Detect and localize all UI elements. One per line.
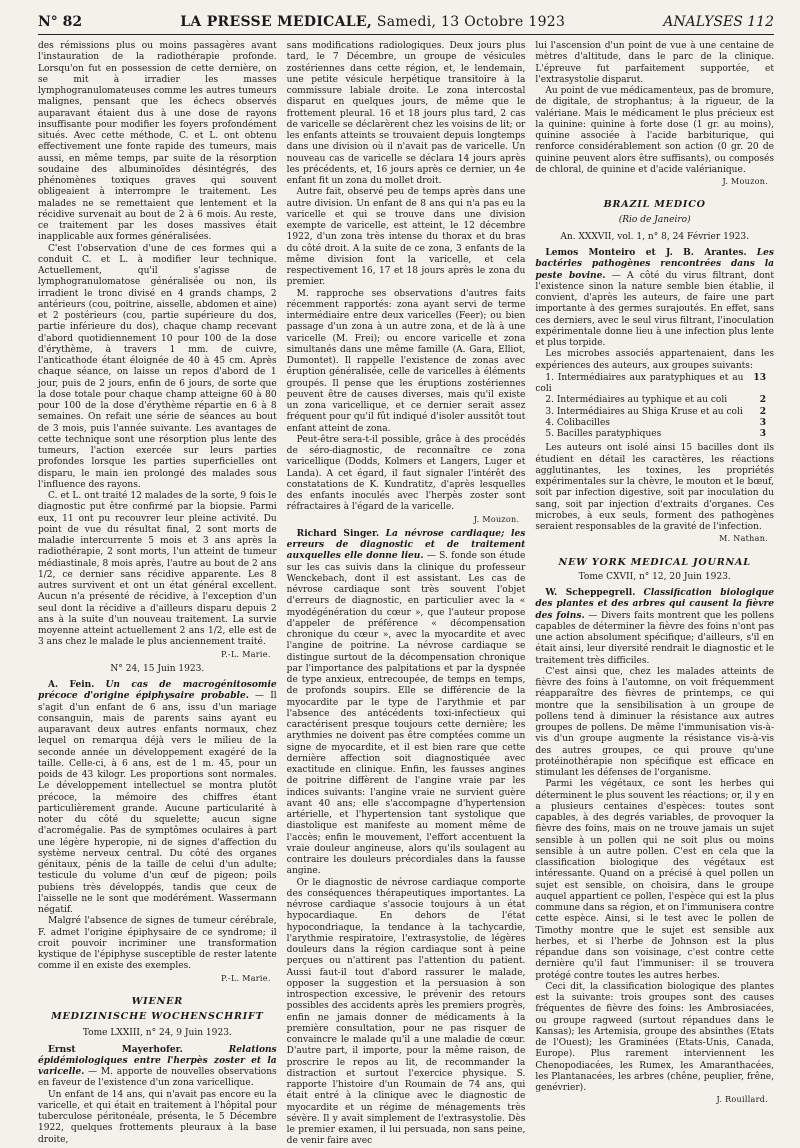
paragraph: Peut-être sera-t-il possible, grâce à des procédés de séro-diagnostic, de reconnaître ce zona varicellique (Dodds, Kolmers et Langers, Luger et Landa). A cet égard, il faut signaler l'intérêt des constatations de K. Kundratitz, d'après lesquelles des enfants inoculés avec l'herpès zoster sont réfractaires à l'égard de la varicelle. [286, 434, 526, 513]
journal-heading: BRAZIL MEDICO [603, 199, 706, 211]
page-number: 112 [747, 14, 774, 30]
journal-heading: WIENER [131, 995, 184, 1007]
list-item [535, 407, 774, 418]
journal-place: (Rio de Janeiro) [618, 214, 691, 225]
paragraph: C. et L. ont traité 12 malades de la sorte, 9 fois le diagnostic put être confirmé par la biopsie. Parmi eux, 11 ont pu recouvrer leur pleine activité. Du point de vue du résultat final, 2 sont morts de maladie intercurrente 5 mois et 3 ans après la radiothérapie, 2 sont morts, l'un atteint de tumeur médiastinale, 8 mois après, l'autre au bout de 2 ans 1/2, ce dernier sans récidive apparente. Les 8 autres survivent et ont un état général excellent. Aucun n'a présenté de récidive, à l'exception d'un seul dont la récidive a d'ailleurs disparu depuis 2 ans à la suite d'un nouveau traitement. La survie moyenne atteint actuellement 2 ans 1/2, elle est de 3 ans chez le malade le plus anciennement traité. [38, 491, 277, 648]
author: Lemos Monteiro et J. B. Arantes. [545, 248, 747, 258]
paragraph: C'est ainsi que, chez les malades atteints de fièvre des foins à l'automne, on voit fréquemment réapparaître des fièvres de printemps, ce qui montre que la sensibilisation à un groupe de pollens tend à diminuer la résistance aux autres groupes de pollens. De même l'immunisation vis-à-vis d'un groupe augmente la résistance vis-à-vis des autres groupes, ce qui prouve qu'une protéinothérapie non spécifique est efficace en stimulant les défenses de l'organisme. [535, 666, 775, 778]
author: Richard Singer. [296, 528, 380, 539]
author: A. Fein. [48, 680, 95, 690]
issue-reference: An. XXXVII, vol. 1, n° 8, 24 Février 1923. [560, 231, 749, 242]
journal-heading: MEDIZINISCHE WOCHENSCHRIFT [51, 1011, 264, 1022]
column-3 [535, 41, 775, 1105]
journal-heading: NEW YORK MEDICAL JOURNAL [558, 556, 751, 568]
paragraph: Autre fait, observé peu de temps après dans une autre division. Un enfant de 8 ans qui n'a pas eu la varicelle et qui se trouve dans une division exempte de varicelle, est atteint, le 12 décembre 1922, d'un zona très intense du thorax et du bras du côté droit. A la suite de ce zona, 3 enfants de la même division font la varicelle, et cela respectivement 16, 17 et 18 jours après le zona du premier. [286, 187, 526, 288]
issue-reference: Tome CXVII, n° 12, 20 Juin 1923. [578, 571, 731, 582]
list-item-label: 4. Colibacilles [545, 417, 610, 428]
list-item-count: 2 [759, 395, 767, 406]
signature: P.-L. Marie. [221, 649, 271, 659]
paragraph: Les auteurs ont isolé ainsi 15 bacilles dont ils étudient en détail les caractères, les réactions agglutinantes, les toxines, les propriétés expérimentales sur la chèvre, le mouton et le bœuf, soit par infection digestive, soit par inoculation du sang, soit par injection d'extraits d'organes. Ces microbes, à eux seuls, forment des pathogènes seraient responsables de la gravité de l'infection. [535, 443, 775, 532]
masthead [180, 14, 565, 30]
article-title: Un cas de macrogénitosomie précoce d'origine épiphysaire probable. [38, 680, 277, 702]
paragraph: M. rapproche ses observations d'autres faits récemment rapportés: zona ayant servi de terme intermédiaire entre deux varicelles (Feer); ou bien passage d'un zona à un autre zona, et de là à une varicelle (M. Frei); ou encore varicelle et zona simultanés dans une même famille (A. Gara, Elliot, Dumontet). Il rappelle l'existence de zonas avec éruption généralisée, celle de varicelles à éléments groupés. Il pense que les éruptions zostériennes peuvent être de causes diverses, mais qu'il existe un zona varicellique, et ce dernier serait assez fréquent pour qu'il fût indiqué d'isoler aussitôt tout enfant atteint de zona. [286, 288, 526, 434]
article-scheppegrell [535, 588, 774, 667]
list-item-label: 5. Bacilles paratyphiques [545, 429, 662, 439]
article-text: — Il s'agit d'un enfant de 6 ans, issu d'un mariage consanguin, mais de parents sains ayant eu auparavant deux autres enfants normaux, chez lequel on remarqua déjà vers le milieu de la seconde année un développement exagéré de la taille. Celle-ci, à 6 ans, est de 1 m. 45, pour un poids de 43 kilogr. Les proportions sont normales. Le développement intellectuel se montra plutôt précoce, la mémoire des chiffres étant particulièrement grande. Aucune particularité à noter du côté du squelette; aucun signe d'acromégalie. Pas de symptômes oculaires à part une légère hyperopie, ni de signes d'affection du système nerveux central. Du côté des organes génitaux, pénis de la taille de celui d'un adulte; testicule du volume d'un œuf de pigeon; poils pubiens très développés, tandis que ceux de l'aisselle ne le sont que modérément. Wassermann négatif. [38, 691, 277, 915]
issue-reference: N° 24, 15 Juin 1923. [110, 663, 205, 674]
list-item-count: 2 [759, 406, 767, 417]
paragraph: Un enfant de 14 ans, qui n'avait pas encore eu la varicelle, et qui était en traitement à l'hôpital pour tuberculose péritonéale, présenta, le 5 Décembre 1922, quelques frottements pleuraux à la base droite, [38, 1089, 277, 1145]
column-2 [286, 41, 526, 1147]
article-text: — A côté du virus filtrant, dont l'existence sinon la nature semble bien établie, il convient, d'après les auteurs, de faire une part importante à des germes surajoutés. En effet, sans ces derniers, avec le seul virus filtrant, l'inoculation expérimentale donne lieu à une infection plus lente et plus torpide. [535, 270, 775, 348]
article-monteiro [535, 248, 774, 349]
section-label [663, 14, 774, 30]
article-text: — M. apporte de nouvelles observations en faveur de l'existence d'un zona varicellique. [38, 1067, 277, 1089]
article-title: Les bactéries pathogènes rencontrées dans la peste bovine. [535, 248, 775, 281]
list-item [535, 373, 774, 396]
column-1 [38, 41, 277, 1145]
paragraph: Les microbes associés appartenaient, dans les expériences des auteurs, aux groupes suivants: [535, 349, 775, 371]
paragraph: des rémissions plus ou moins passagères avant l'instauration de la radiothérapie profonde. Lorsqu'on fut en possession de cette dernière, on se mit à irradier les masses lymphogranulomateuses comme les autres tumeurs malignes, pensant que les échecs observés auparavant étaient dus à une dose de rayons insuffisante pour modifier les foyers profondément situés. Avec cette méthode, C. et L. ont obtenu effectivement une fonte rapide des tumeurs, mais aussi, en même temps, par suite de la résorption soudaine des albuminoïdes désintégrés, des phénomènes toxiques graves qui souvent obligeaient à interrompre le traitement. Les malades ne se remettaient que lentement et la récidive survenait au bout de 2 à 6 mois. Au reste, ce traitement par les doses massives était inapplicable aux formes généralisées. [38, 41, 277, 243]
article-fein [38, 680, 277, 916]
article-title: La névrose cardiaque; les erreurs de diagnostic et de traitement auxquelles elle donne lieu. [286, 528, 526, 562]
paragraph: Parmi les végétaux, ce sont les herbes qui déterminent le plus souvent les réactions; or, il y en a plusieurs centaines d'espèces: toutes sont capables, à des degrés variables, de provoquer la fièvre des foins, mais on ne trouve jamais un sujet sensible à un pollen qui ne soit plus ou moins sensible à un autre pollen. C'est en cela que la classification biologique des végétaux est intéressante. Quand on a précisé à quel pollen un sujet est sensible, on choisira, dans le groupe auquel appartient ce pollen, l'espèce qui est la plus commune dans sa région, et on l'immunisera contre cette espèce. Ainsi, si le test avec le pollen de Timothy montre que le sujet est sensible aux herbes, et si l'herbe de Johnson est la plus répandue dans son voisinage, c'est contre cette dernière qu'il faut l'immuniser: il se trouvera protégé contre toutes les autres herbes. [535, 779, 775, 981]
paragraph: Au point de vue médicamenteux, pas de bromure, de digitale, de strophantus; à la rigueur, de la valériane. Mais le médicament le plus précieux est la quinine: quinine à forte dose (1 gr. au moins), quinine associée à l'acide barbiturique, qui renforce considérablement son action (0 gr. 20 de quinine peuvent alors être suffisants), ou composés de chloral, de quinine et d'acide valérianique. [535, 86, 775, 175]
article-text: — S. fonde son étude sur les cas suivis dans la clinique du professeur Wenckebach, dont il est assistant. Les cas de névrose cardiaque sont très souvent l'objet d'erreurs de diagnostic, en particulier avec la « myodégénération du cœur », que l'auteur propose d'appeler de préférence « décompensation chronique du cœur », avec la myocardite et avec l'angine de poitrine. La névrose cardiaque se distingue surtout de la décompensation chronique par l'importance des palpitations et par la dyspnée de type anxieux, entrecoupée, de temps en temps, de profonds soupirs. Elle se différencie de la myocardite par le type de l'arythmie et par l'absence des antécédents toxi-infectieux qui caractérisent presque toujours cette dernière; les arythmies ne doivent pas être comptées comme un signe de myocardite, et il est bien rare que cette dernière affection soit diagnostiquée avec exactitude en clinique. Enfin, les fausses angines de poitrine diffèrent de l'angine vraie par les indices suivants: l'angine vraie ne survient guère avant 40 ans; elle s'accompagne d'hypertension artérielle, et l'hypertension tant systolique que diastolique est manifeste au moment même de l'accès; enfin le mouvement, l'effort accentuent la vraie douleur angineuse, alors qu'ils soulagent au contraire les douleurs précordiales dans la fausse angine. [286, 551, 526, 877]
list-item-label: 3. Intermédiaires au Shiga Kruse et au coli [545, 406, 743, 417]
article-title: Relations épidémiologiques entre l'herpès zoster et la varicelle. [38, 1044, 277, 1077]
list-item-count: 3 [759, 429, 767, 439]
signature: J. Mouzon. [722, 177, 769, 186]
article-singer [287, 529, 526, 878]
article-mayerhofer [38, 1045, 277, 1090]
paragraph: Malgré l'absence de signes de tumeur cérébrale, F. admet l'origine épiphysaire de ce syndrome; il croit pouvoir incriminer une transformation kystique de l'épiphyse susceptible de rester latente comme il en existe des exemples. [38, 916, 277, 972]
list-item-count: 13 [753, 372, 767, 383]
signature: M. Nathan. [719, 534, 769, 544]
list-item-count: 3 [759, 417, 767, 428]
signature: J. Mouzon. [473, 514, 520, 524]
columns [38, 41, 775, 1147]
paragraph: Ceci dit, la classification biologique des plantes est la suivante: trois groupes sont des causes fréquentes de fièvre des foins: les Ambrosiacées, ou groupe ragweed (surtout répandues dans le Kansas); les Artemisia, groupe des absinthes (Etats de l'Ouest); les Graminées (Etats-Unis, Canada, Europe). Plus rarement interviennent les Chenopodiacées, les Rumex, les Amaranthacées, les Plantanacées, les arbres (chêne, peuplier, frêne, genévrier). [535, 981, 775, 1093]
page-header [38, 14, 774, 35]
microbe-list [535, 373, 774, 441]
issue-date: Samedi, 13 Octobre 1923 [372, 14, 566, 30]
author: W. Scheppegrell. [545, 588, 636, 598]
issue-number: N° 82 [38, 14, 83, 30]
journal-name: LA PRESSE MEDICALE, [180, 14, 373, 30]
paragraph: Or le diagnostic de névrose cardiaque comporte des conséquences thérapeutiques importantes. La névrose cardiaque s'associe toujours à un état hypocardiaque. En dehors de l'état hypocondriaque, la tendance à la tachycardie, l'arythmie respiratoire, l'extrasystolie, de légères douleurs dans la région cardiaque sont à peine perçues ou n'attirent pas l'attention du patient. Aussi faut-il tout d'abord rassurer le malade, opposer la suggestion et la persuasion à son introspection excessive, le prévenir des retours possibles des accidents après les premiers progrès, enfin ne jamais donner de médicaments à la première consultation, pour ne pas risquer de convaincre le malade qu'il a une maladie de cœur. D'autre part, il importe, pour la même raison, de proscrire le repos au lit, de recommander la distraction et surtout l'exercice physique. S. rapporte l'histoire d'un Roumain de 74 ans, qui était entré à la clinique avec le diagnostic de myocardite et un régime de ménagements très sévère. Il y avait simplement de l'extrasystolie. Dès le premier examen, il lui persuada, non sans peine, de venir faire avec [286, 877, 526, 1147]
list-item [535, 395, 774, 406]
paragraph: C'est l'observation d'une de ces formes qui a conduit C. et L. à modifier leur technique. Actuellement, qu'il s'agisse de lymphogranulomatose généralisée ou non, ils irradient le tronc divisé en 4 grands champs, 2 antérieurs (cou, poitrine, aisselle, abdomen et aine) et 2 postérieurs (cou, partie supérieure du dos, partie inférieure du dos), chaque champ recevant d'abord quotidiennement 10 pour 100 de la dose d'érythème, à travers 1 mm. de cuivre, l'anticathode étant éloignée de 40 à 45 cm. Après chaque séance, on laisse un repos d'abord de 1 jour, puis de 2 jours, enfin de 6 jours, de sorte que la dose totale pour chaque champ atteigne 60 à 80 pour 100 de la dose d'érythème répartie en 6 à 8 semaines. On refait une série de séances au bout de 3 mois, puis l'année suivante. Les avantages de cette technique sont une résorption plus lente des tumeurs, l'action exercée sur leurs parties profondes lorsque les parties superficielles ont disparu, le main ien prolongé des malades sous l'influence des rayons. [38, 243, 277, 490]
signature: P.-L. Marie. [221, 973, 271, 983]
issue-reference: Tome LXXIII, n° 24, 9 Juin 1923. [82, 1028, 232, 1039]
signature: J. Rouillard. [716, 1095, 769, 1105]
list-item-label: 2. Intermédiaires au typhique et au coli [545, 395, 728, 406]
article-text: — Divers faits montrent que les pollens capables de déterminer la fièvre des foins n'ont pas une action absolument spécifique; d'ailleurs, s'il en était ainsi, leur diversité rendrait le diagnostic et le traitement très difficiles. [535, 610, 775, 666]
author: Ernst Mayerhofer. [48, 1044, 183, 1055]
list-item-label: 1. Intermédiaires aux paratyphiques et au coli [535, 372, 744, 394]
section-name: ANALYSES [663, 14, 743, 30]
list-item [535, 418, 774, 429]
paragraph: sans modifications radiologiques. Deux jours plus tard, le 7 Décembre, un groupe de vésicules zostériennes dans cette région, et, le lendemain, une petite vésicule herpétique transitoire à la commissure labiale droite. Le zona intercostal disparut en quelques jours, de même que le frottement pleural. 16 et 18 jours plus tard, 2 cas de varicelle se déclarèrent chez les voisins de lit; or les enfants atteints se trouvaient depuis longtemps dans une division où il n'avait pas de varicelle. Un nouveau cas de varicelle se déclara 14 jours après les précédents, et, 16 jours après ce dernier, un 4e enfant fit un zona du mollet droit. [286, 41, 526, 186]
list-item [535, 429, 774, 440]
paragraph: lui l'ascension d'un point de vue à une centaine de mètres d'altitude, dans le parc de la clinique. L'épreuve fut parfaitement supportée, et l'extrasystolie disparut. [535, 41, 775, 85]
article-title: Classification biologique des plantes et des arbres qui causent la fièvre des foins. [535, 588, 775, 621]
